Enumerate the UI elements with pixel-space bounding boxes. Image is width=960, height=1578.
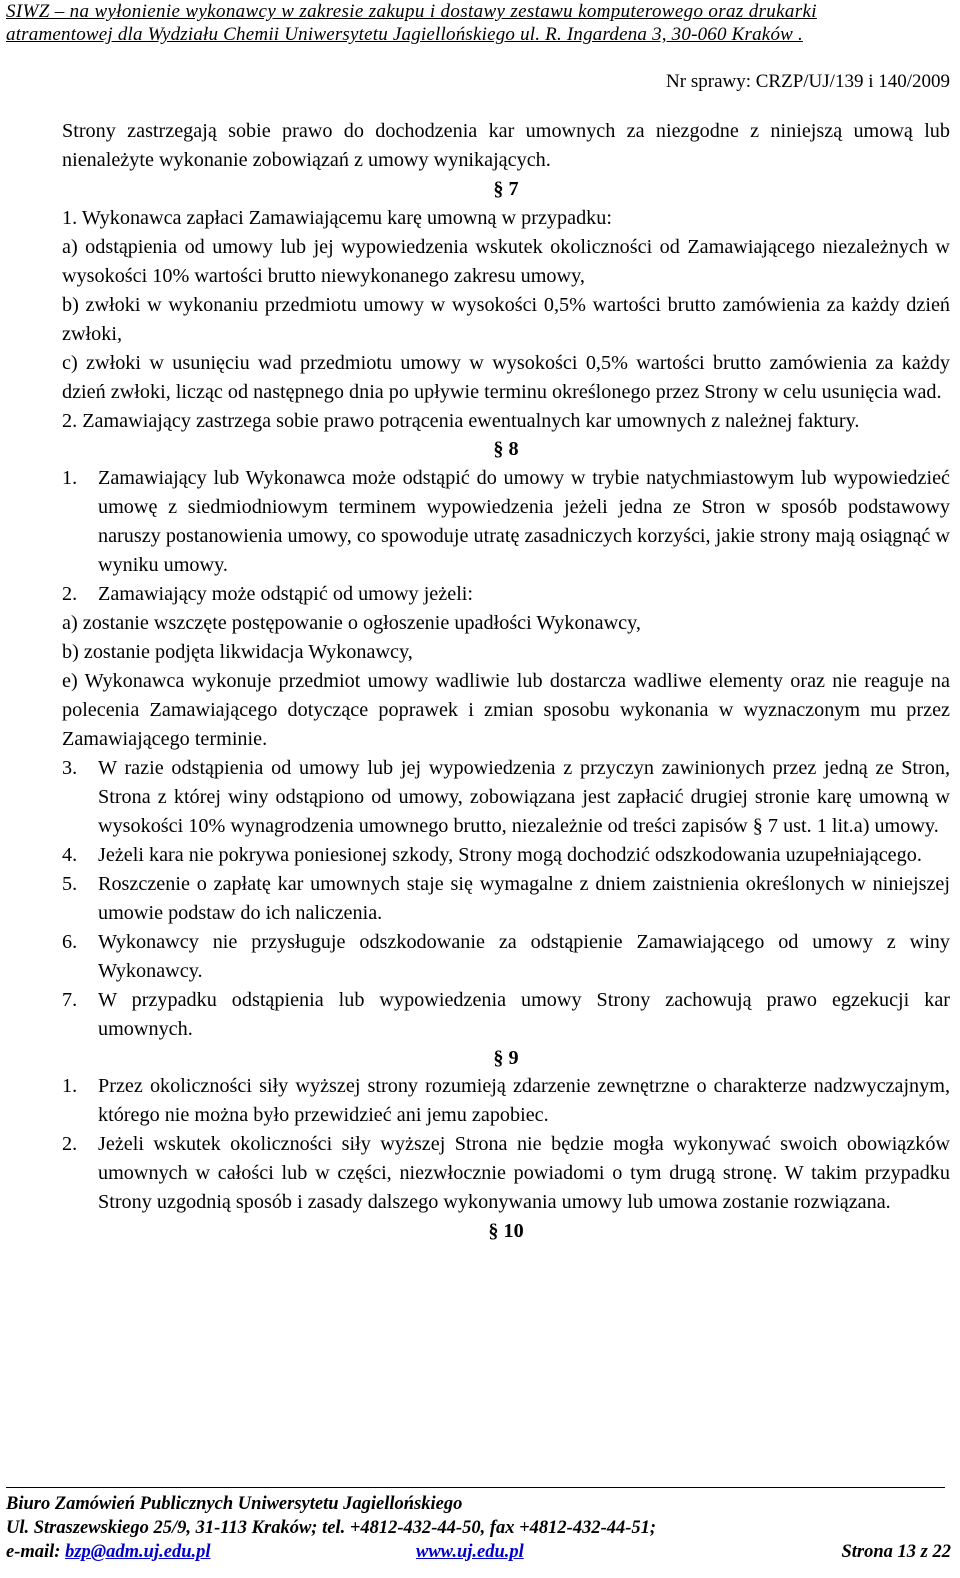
s7-paragraph-2: 2. Zamawiający zastrzega sobie prawo potrącenia ewentualnych kar umownych z należnej faktury.: [62, 409, 860, 432]
s9-item-1-text: Przez okoliczności siły wyższej strony rozumieją zdarzenie zewnętrzne o charakterze nadzwyczajnym, którego nie można było przewidzieć ani jemu zapobiec.: [98, 1075, 950, 1127]
s7-item-c: c) zwłoki w usunięciu wad przedmiotu umowy w wysokości 0,5% wartości brutto zamówienia za każdy dzień zwłoki, licząc od następnego dnia po upływie terminu określonego przez Strony w celu usunięcia wad.: [62, 351, 950, 403]
s8-item-2: [62, 580, 950, 609]
s8-item-5: [62, 870, 950, 928]
section-8-heading: § 8: [493, 438, 519, 461]
section-7-heading: § 7: [493, 177, 519, 200]
s8-item-2-text: Zamawiający może odstąpić od umowy jeżeli:: [98, 583, 474, 606]
s8-item-4-text: Jeżeli kara nie pokrywa poniesionej szkody, Strony mogą dochodzić odszkodowania uzupełniającego.: [98, 843, 922, 866]
email-label: e-mail:: [6, 1542, 61, 1562]
s8-item-7-number: 7.: [62, 988, 78, 1011]
s8-item-4: [62, 841, 950, 870]
section-9-heading: § 9: [493, 1046, 519, 1069]
intro-paragraph: Strony zastrzegają sobie prawo do dochodzenia kar umownych za niezgodne z niniejszą umową lub nienależyte wykonanie zobowiązań z umowy wynikających.: [62, 120, 950, 171]
header-title-line-1: SIWZ – na wyłonienie wykonawcy w zakresie zakupu i dostawy zestawu komputerowego oraz drukarki: [6, 1, 817, 22]
website-link[interactable]: www.uj.edu.pl: [416, 1542, 524, 1562]
s8-item-6-number: 6.: [62, 930, 78, 953]
footer-contact-line: [6, 1540, 951, 1564]
s8-item-1: [62, 464, 950, 580]
s8-item-3-number: 3.: [62, 756, 78, 779]
s8-item-6: [62, 928, 950, 986]
s8-item-1-number: 1.: [62, 467, 78, 490]
header-title-line-2: atramentowej dla Wydziału Chemii Uniwersytetu Jagiellońskiego ul. R. Ingardena 3, 30-060 Kraków .: [6, 24, 803, 45]
footer-office-name: Biuro Zamówień Publicznych Uniwersytetu Jagiellońskiego: [6, 1494, 463, 1514]
s7-item-b: b) zwłoki w wykonaniu przedmiotu umowy w wysokości 0,5% wartości brutto zamówienia za każdy dzień zwłoki,: [62, 293, 950, 345]
s9-item-1-number: 1.: [62, 1075, 78, 1098]
s8-item-2b: b) zostanie podjęta likwidacja Wykonawcy,: [62, 641, 413, 664]
s8-item-3-text: W razie odstąpienia od umowy lub jej wypowiedzenia z przyczyn zawinionych przez jedną ze Stron, Strona z której winy odstąpiono od umowy, zobowiązana jest zapłacić drugiej stronie karę umowną w wysokości 10% wynagrodzenia umownego brutto, niezależnie od treści zapisów § 7 ust. 1 lit.a) umowy.: [98, 756, 950, 837]
s8-item-4-number: 4.: [62, 843, 78, 866]
s7-paragraph-1: 1. Wykonawca zapłaci Zamawiającemu karę umowną w przypadku:: [62, 206, 612, 229]
s7-item-a: a) odstąpienia od umowy lub jej wypowiedzenia wskutek okoliczności od Zamawiającego niezależnych w wysokości 10% wartości brutto niewykonanego zakresu umowy,: [62, 235, 950, 287]
email-link[interactable]: bzp@adm.uj.edu.pl: [65, 1542, 211, 1562]
document-body: [62, 117, 950, 1246]
s8-item-7: [62, 986, 950, 1044]
s8-item-3: [62, 754, 950, 841]
s8-item-5-number: 5.: [62, 872, 78, 895]
page-number: Strona 13 z 22: [841, 1542, 951, 1562]
s8-item-1-text: Zamawiający lub Wykonawca może odstąpić do umowy w trybie natychmiastowym lub wypowiedzieć umowę z siedmiodniowym terminem wypowiedzenia jeżeli jedna ze Stron w sposób podstawowy naruszy postanowienia umowy, co spowoduje utratę zasadniczych korzyści, jakie strony mają osiągnąć w wyniku umowy.: [98, 467, 950, 577]
s8-item-6-text: Wykonawcy nie przysługuje odszkodowanie za odstąpienie Zamawiającego od umowy z winy Wykonawcy.: [98, 930, 950, 982]
s8-item-2e: e) Wykonawca wykonuje przedmiot umowy wadliwie lub dostarcza wadliwe elementy oraz nie reaguje na polecenia Zamawiającego dotyczące poprawek i zmian sposobu wykonania w wyznaczonym mu przez Zamawiającego terminie.: [62, 670, 950, 751]
footer-divider: [6, 1487, 945, 1488]
s9-item-2: [62, 1130, 950, 1217]
s9-item-2-number: 2.: [62, 1133, 78, 1156]
s9-item-2-text: Jeżeli wskutek okoliczności siły wyższej Strona nie będzie mogła wykonywać swoich obowiązków umownych w całości lub w części, niezwłocznie powiadomi o tym drugą stronę. W takim przypadku Strony uzgodnią sposób i zasady dalszego wykonywania umowy lub umowa zostanie rozwiązana.: [98, 1133, 950, 1214]
case-number: Nr sprawy: CRZP/UJ/139 i 140/2009: [666, 71, 950, 92]
s8-item-7-text: W przypadku odstąpienia lub wypowiedzenia umowy Strony zachowują prawo egzekucji kar umownych.: [98, 988, 950, 1040]
section-10-heading: § 10: [488, 1220, 524, 1243]
s8-item-2a: a) zostanie wszczęte postępowanie o ogłoszenie upadłości Wykonawcy,: [62, 612, 641, 635]
s9-item-1: [62, 1072, 950, 1130]
s8-item-5-text: Roszczenie o zapłatę kar umownych staje się wymagalne z dniem zaistnienia określonych w niniejszej umowie podstaw do ich naliczenia.: [98, 872, 950, 924]
s8-item-2-number: 2.: [62, 583, 78, 606]
footer-address: Ul. Straszewskiego 25/9, 31-113 Kraków; tel. +4812-432-44-50, fax +4812-432-44-51;: [6, 1518, 657, 1538]
